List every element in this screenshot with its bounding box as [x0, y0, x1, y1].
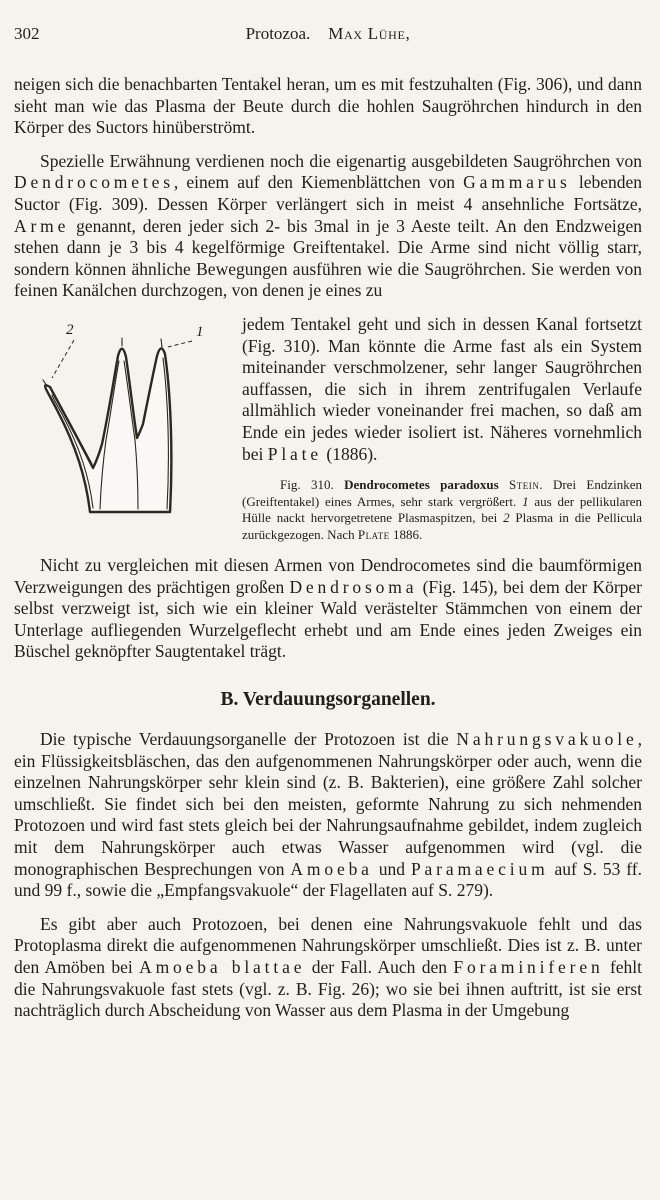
figure-caption — [242, 477, 642, 543]
text-segment: Paramaecium — [410, 858, 549, 879]
text-segment: (Fig. 145), bei dem der Körper selbst verzweigt ist, sich wie ein kleiner Wald verästelter Stämmchen von einem der Unterlage aufliegenden Wurzelgeflecht erhebt und am Ende eines jeden Zweiges ein Büschel geknöpfter Saugtentakel trägt. — [14, 576, 642, 662]
text-segment: auf S. 53 ff. und 99 f., sowie die „Empfangsvakuole“ der Flagellaten auf S. 279). — [14, 858, 643, 901]
dendrocometes-drawing — [22, 316, 232, 514]
text-segment: Amoeba blattae — [139, 957, 306, 977]
figure-side-text-column — [242, 314, 642, 543]
running-title — [246, 24, 411, 43]
text-segment: Gammarus — [463, 172, 571, 193]
text-segment: Amoeba — [290, 858, 373, 879]
text-segment: Dendrocometes paradoxus — [344, 477, 499, 493]
text-segment: Es gibt aber auch Protozoen, bei denen eine Nahrungsvakuole fehlt und das Protoplasma direkt die aufgenommenen Nahrungskörper umschließt. Dies ist z. B. unter den Amöben bei — [14, 913, 642, 977]
text-segment — [499, 477, 509, 492]
text-segment: und — [372, 858, 411, 879]
text-segment: Stein — [509, 477, 540, 493]
paragraph-3 — [14, 555, 642, 663]
pellicula-line-left-inner — [53, 392, 92, 464]
text-segment: fehlt die Nahrungsvakuole fast stets (vgl. z. B. Fig. 26); wo sie bei ihnen auftritt, ist sie erst nachträglich durch Abscheidung von Wasser aus dem Plasma in der Umgebung — [14, 957, 643, 1021]
text-segment: Protozoa. — [245, 24, 311, 43]
text-segment: Nahrungsvakuole — [456, 729, 638, 750]
text-segment: genannt, deren jeder sich 2- bis 3mal in je 3 Aeste teilt. An den Endzweigen stehen dann je 3 bis 4 kegelförmige Greiftentakel. Die Arme sind nicht völlig starr, sondern können ähnliche Bewegungen ausführen wie die Saugröhrchen. Sie werden von feinen Kanälchen durchzogen, von denen je eines zu — [14, 215, 642, 301]
text-segment: Dendrocometes — [14, 172, 174, 193]
text-segment: Max Lühe, — [328, 24, 411, 43]
text-segment: Die typische Verdauungsorganelle der Protozoen ist die — [40, 729, 457, 750]
text-segment: , ein Flüssigkeitsbläschen, das den aufgenommenen Nahrungskörper oder auch, wenn die einzelnen Nahrungskörper sehr klein sind (z. B. Bakterien), eine größere Zahl solcher umschließt. Sie findet sich bei den meisten, geformte Nahrung zu sich nehmenden Protozoen und wird fast stets gleich bei der Nahrungsaufnahme gebildet, indem zugleich mit dem Nahrungskörper auch etwas Wasser aufgenommen wird (vgl. die monographischen Besprechungen von — [14, 729, 642, 879]
paragraph-2 — [14, 151, 642, 302]
page-header — [14, 24, 642, 44]
text-segment: neigen sich die benachbarten Tentakel heran, um es mit festzuhalten (Fig. 306), und dann sieht man wie das Plasma der Beute durch die hohlen Saugröhrchen hindurch in den Körper des Suctors hinüberströmt. — [14, 74, 642, 138]
text-segment: Dendrosoma — [289, 576, 418, 597]
plasma-tip-right — [161, 339, 162, 347]
paragraph-1 — [14, 74, 642, 139]
text-segment: Nicht zu vergleichen mit diesen Armen von Dendrocometes sind die baumförmigen Verzweigungen des prächtigen großen — [14, 555, 642, 597]
text-segment: Plate — [357, 526, 390, 542]
text-segment: Arme — [14, 215, 70, 236]
text-segment: jedem Tentakel geht und sich in dessen Kanal fortsetzt (Fig. 310). Man könnte die Arme fast als ein System miteinander verschmolzener, sehr langer Saugröhrchen auffassen, die sich in ihrem zentrifugalen Verlaufe allmählich wieder voneinander frei machen, so daß am Ende ein jedes wieder isoliert ist. Näheres vornehmlich bei — [242, 313, 642, 464]
text-segment: 2 — [503, 510, 510, 526]
text-segment: der Fall. Auch den — [305, 957, 454, 977]
text-segment: Fig. 310. — [280, 477, 345, 493]
figure-block — [14, 314, 642, 543]
leader-line-2 — [52, 340, 74, 378]
text-segment: Plate — [267, 443, 323, 464]
paragraph-5 — [14, 914, 642, 1022]
text-segment: Foraminiferen — [453, 957, 604, 977]
text-segment: 1 — [522, 493, 529, 509]
figure-label-2: 2 — [66, 321, 74, 338]
section-heading: B. Verdauungsorganellen. — [220, 689, 436, 711]
text-segment: Spezielle Erwähnung verdienen noch die eigenartig ausgebildeten Saugröhrchen von — [40, 150, 642, 171]
text-segment: , einem auf den Kiemenblättchen von — [173, 172, 464, 193]
text-segment: Plasma in die Pellicula zurückgezogen. Nach — [242, 510, 642, 542]
paragraph-4 — [14, 729, 642, 902]
text-segment: lebenden Suctor (Fig. 309). Dessen Körper verlängert sich in meist 4 ansehnliche Fortsätze, — [14, 172, 643, 214]
leader-line-1 — [168, 341, 192, 347]
text-segment: . Drei Endzinken (Greiftentakel) eines Armes, sehr stark vergrößert. — [242, 477, 643, 509]
page-number: 302 — [14, 24, 40, 43]
text-segment: (1886). — [322, 443, 378, 464]
paragraph-2-continued — [242, 314, 642, 465]
text-segment: aus der pellikularen Hülle nackt hervorgetretene Plasmaspitzen, bei — [242, 493, 642, 526]
figure — [14, 314, 242, 543]
text-segment: 1886. — [389, 526, 423, 542]
figure-label-1: 1 — [196, 323, 204, 340]
